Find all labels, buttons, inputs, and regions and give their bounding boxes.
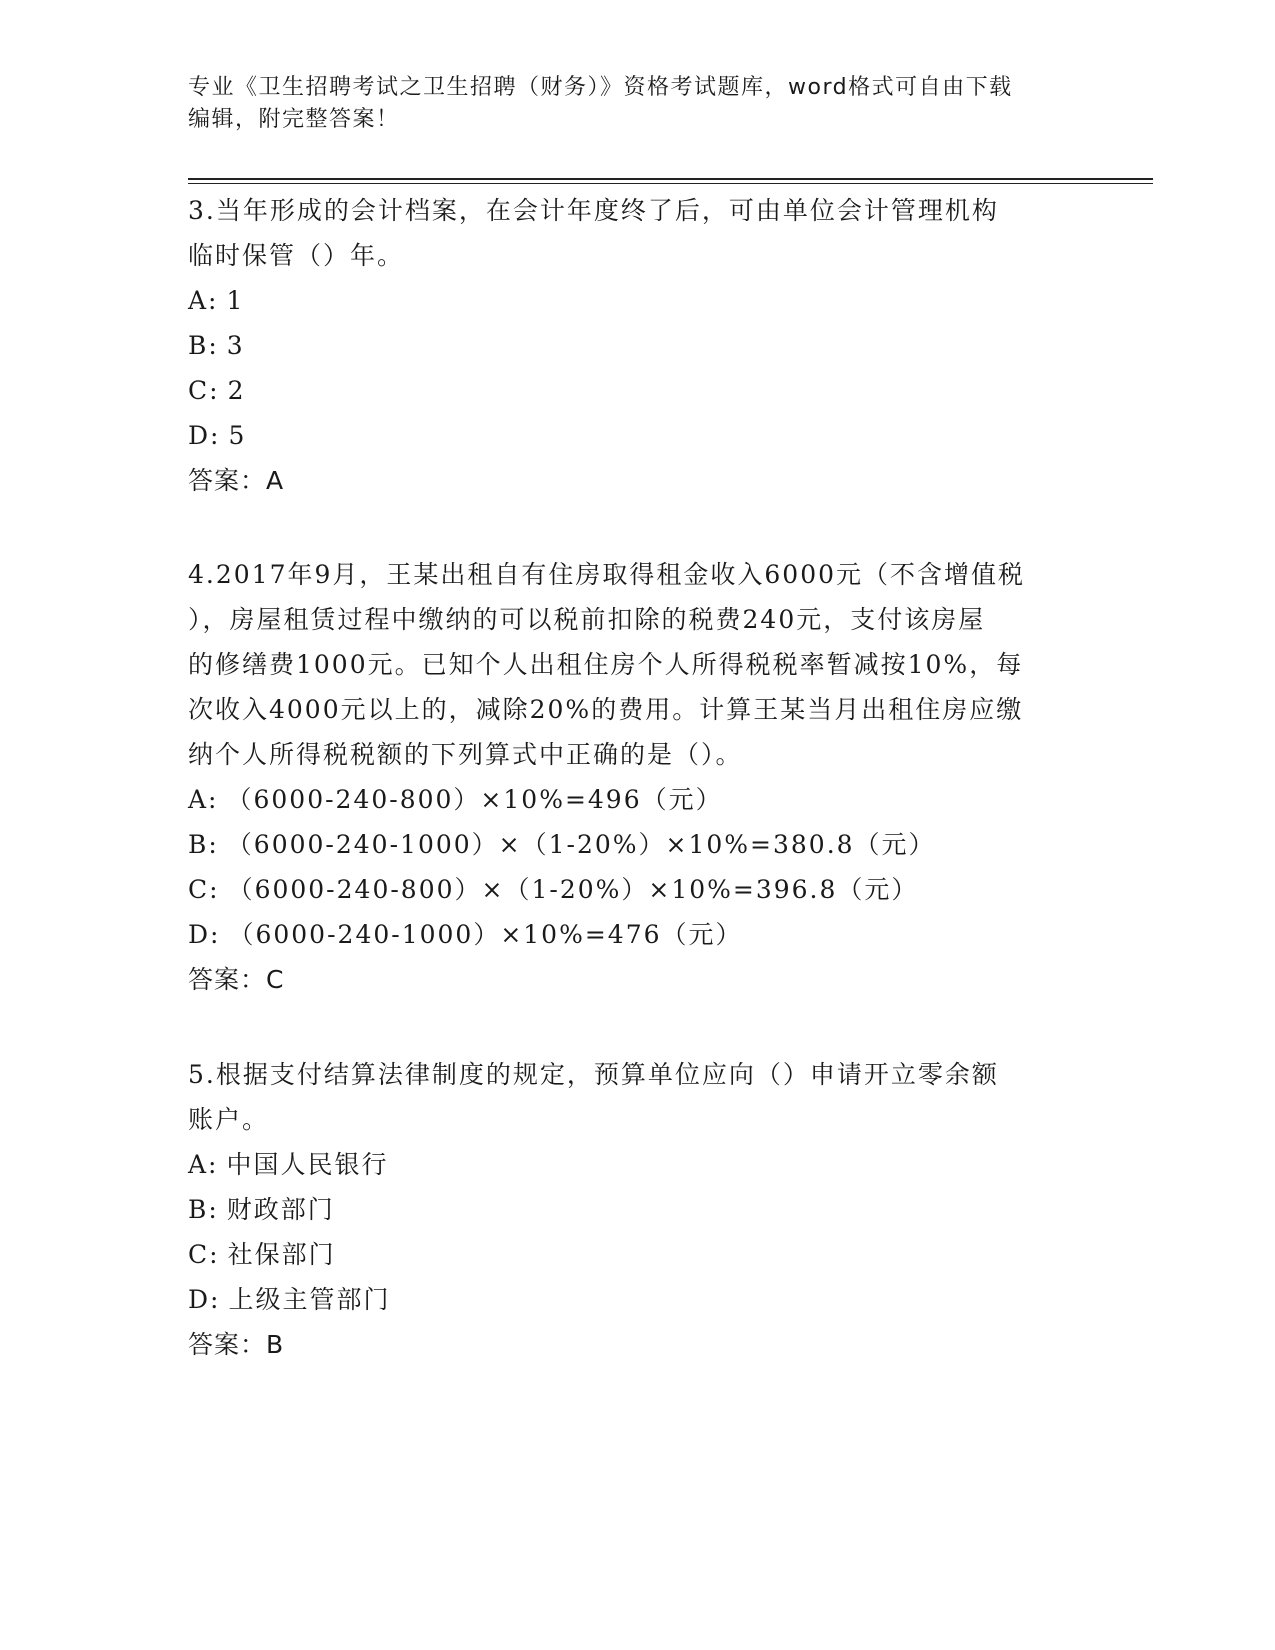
option-text: 上级主管部门 [228,1285,391,1314]
option-text: （6000-240-800）×10%=496（元） [226,785,723,814]
option-text: 1 [226,286,245,315]
question-stem-line: 4.2017年9月，王某出租自有住房取得租金收入6000元（不含增值税 [188,560,1026,589]
option-a [188,278,1088,323]
option-text: （6000-240-800）×（1-20%）×10%=396.8（元） [227,875,919,904]
option-text: 中国人民银行 [226,1150,389,1179]
option-letter: C: [188,875,220,904]
question-stem-line: 3.当年形成的会计档案，在会计年度终了后，可由单位会计管理机构 [188,196,999,225]
option-a [188,1142,1088,1187]
option-letter: A: [188,286,219,315]
option-d [188,1277,1088,1322]
option-letter: A: [188,785,219,814]
option-letter: A: [188,1150,219,1179]
question-stem-line: 5.根据支付结算法律制度的规定，预算单位应向（）申请开立零余额 [188,1060,999,1089]
question-stem-line: 次收入4000元以上的，减除20%的费用。计算王某当月出租住房应缴 [188,695,1024,724]
option-c [188,368,1088,413]
option-text: 财政部门 [226,1195,335,1224]
question-stem-line: 纳个人所得税税额的下列算式中正确的是（）。 [188,740,743,769]
option-text: 3 [226,331,245,360]
answer-line: 答案：A [188,466,285,495]
option-text: （6000-240-1000）×（1-20%）×10%=380.8（元） [226,830,936,859]
question-5 [188,1052,1088,1367]
option-letter: B: [188,1195,219,1224]
option-text: （6000-240-1000）×10%=476（元） [228,920,743,949]
document-header [188,72,1068,136]
option-letter: B: [188,830,219,859]
question-4 [188,552,1088,1002]
option-d [188,912,1088,957]
header-line-2: 编辑，附完整答案！ [188,107,400,132]
option-c [188,1232,1088,1277]
answer-line: 答案：B [188,1330,285,1359]
option-letter: C: [188,1240,220,1269]
option-letter: C: [188,376,220,405]
option-b [188,323,1088,368]
question-stem-line: 临时保管（）年。 [188,241,405,270]
question-3 [188,188,1088,503]
option-text: 5 [228,421,247,450]
header-divider-thick [188,178,1153,180]
option-a [188,777,1088,822]
question-stem-line: 的修缮费1000元。已知个人出租住房个人所得税税率暂减按10%，每 [188,650,1024,679]
option-text: 社保部门 [227,1240,336,1269]
option-d [188,413,1088,458]
question-stem-line: ），房屋租赁过程中缴纳的可以税前扣除的税费240元，支付该房屋 [188,605,986,634]
answer-line: 答案：C [188,965,285,994]
option-c [188,867,1088,912]
header-line-1: 专业《卫生招聘考试之卫生招聘（财务）》资格考试题库，word格式可自由下载 [188,75,1013,100]
option-letter: D: [188,1285,221,1314]
option-letter: D: [188,421,221,450]
option-letter: D: [188,920,221,949]
option-text: 2 [227,376,246,405]
header-divider-thin [188,183,1153,184]
option-letter: B: [188,331,219,360]
question-stem-line: 账户。 [188,1105,270,1134]
option-b [188,1187,1088,1232]
option-b [188,822,1088,867]
